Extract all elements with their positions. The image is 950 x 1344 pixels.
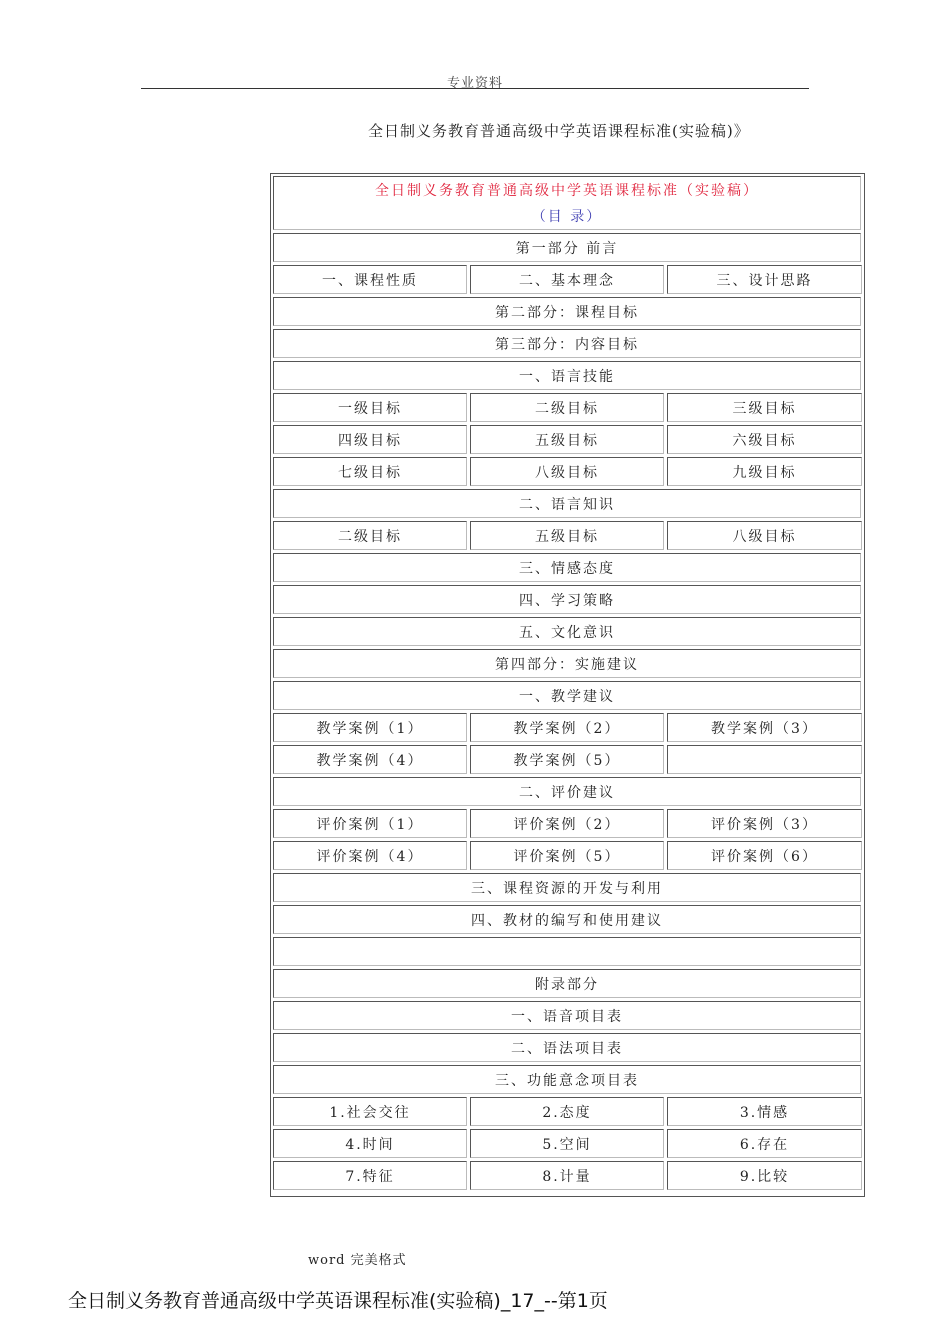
toc-cell: 五级目标 <box>470 521 664 550</box>
toc-cell: 三、课程资源的开发与利用 <box>273 873 861 902</box>
toc-title-cell <box>273 176 861 230</box>
toc-cell: 2.态度 <box>470 1097 664 1126</box>
toc-cell: 4.时间 <box>273 1129 467 1158</box>
toc-cell: 三级目标 <box>667 393 862 422</box>
toc-row <box>273 1161 863 1190</box>
toc-row <box>273 649 863 678</box>
toc-row <box>273 489 863 518</box>
toc-cell: 二级目标 <box>273 521 467 550</box>
toc-row <box>273 681 863 710</box>
toc-row <box>273 361 863 390</box>
toc-row <box>273 457 863 486</box>
toc-cell: 三、设计思路 <box>667 265 862 294</box>
toc-row <box>273 1065 863 1094</box>
page-caption: 全日制义务教育普通高级中学英语课程标准(实验稿)_17_--第1页 <box>68 1290 608 1312</box>
toc-row <box>273 297 863 326</box>
toc-cell: 教学案例（3） <box>667 713 862 742</box>
toc-row <box>273 873 863 902</box>
toc-cell: 九级目标 <box>667 457 862 486</box>
toc-cell: 二、评价建议 <box>273 777 861 806</box>
toc-cell: 一、语言技能 <box>273 361 861 390</box>
toc-cell: 五、文化意识 <box>273 617 861 646</box>
document-title: 全日制义务教育普通高级中学英语课程标准(实验稿)》 <box>368 122 750 140</box>
toc-cell: 评价案例（5） <box>470 841 664 870</box>
toc-cell: 三、功能意念项目表 <box>273 1065 861 1094</box>
toc-cell: 附录部分 <box>273 969 861 998</box>
toc-row <box>273 905 863 934</box>
toc-row <box>273 233 863 262</box>
toc-cell <box>273 937 861 966</box>
toc-cell: 7.特征 <box>273 1161 467 1190</box>
toc-cell: 二、语法项目表 <box>273 1033 861 1062</box>
toc-cell: 四级目标 <box>273 425 467 454</box>
toc-cell: 评价案例（2） <box>470 809 664 838</box>
toc-cell: 教学案例（1） <box>273 713 467 742</box>
toc-cell: 教学案例（5） <box>470 745 664 774</box>
toc-title: 全日制义务教育普通高级中学英语课程标准（实验稿） <box>375 183 759 199</box>
toc-row <box>273 1001 863 1030</box>
toc-row <box>273 1033 863 1062</box>
toc-title-row <box>273 176 863 230</box>
toc-row <box>273 265 863 294</box>
toc-cell: 二、基本理念 <box>470 265 664 294</box>
toc-cell: 七级目标 <box>273 457 467 486</box>
toc-cell: 八级目标 <box>667 521 862 550</box>
toc-row <box>273 841 863 870</box>
toc-cell: 9.比较 <box>667 1161 862 1190</box>
toc-cell <box>667 745 862 774</box>
toc-row <box>273 745 863 774</box>
toc-cell: 二、语言知识 <box>273 489 861 518</box>
toc-cell: 评价案例（1） <box>273 809 467 838</box>
toc-cell: 一级目标 <box>273 393 467 422</box>
toc-cell: 教学案例（4） <box>273 745 467 774</box>
toc-cell: 6.存在 <box>667 1129 862 1158</box>
toc-cell: 第一部分 前言 <box>273 233 861 262</box>
toc-cell: 第四部分：实施建议 <box>273 649 861 678</box>
toc-cell: 5.空间 <box>470 1129 664 1158</box>
toc-cell: 第三部分：内容目标 <box>273 329 861 358</box>
toc-cell: 六级目标 <box>667 425 862 454</box>
toc-row <box>273 713 863 742</box>
toc-cell: 评价案例（4） <box>273 841 467 870</box>
toc-cell: 八级目标 <box>470 457 664 486</box>
toc-cell: 四、教材的编写和使用建议 <box>273 905 861 934</box>
toc-row <box>273 329 863 358</box>
toc-rows <box>273 233 863 1190</box>
toc-cell: 评价案例（6） <box>667 841 862 870</box>
toc-cell: 3.情感 <box>667 1097 862 1126</box>
toc-cell: 五级目标 <box>470 425 664 454</box>
toc-row <box>273 809 863 838</box>
page-footer: word 完美格式 <box>308 1253 407 1268</box>
toc-cell: 一、教学建议 <box>273 681 861 710</box>
toc-row <box>273 425 863 454</box>
toc-cell: 评价案例（3） <box>667 809 862 838</box>
toc-cell: 教学案例（2） <box>470 713 664 742</box>
header-divider <box>141 88 809 89</box>
toc-cell: 第二部分：课程目标 <box>273 297 861 326</box>
toc-cell: 1.社会交往 <box>273 1097 467 1126</box>
toc-subtitle: （目 录） <box>531 209 603 225</box>
toc-row <box>273 937 863 966</box>
toc-cell: 四、学习策略 <box>273 585 861 614</box>
page-header: 专业资料 <box>446 76 503 91</box>
toc-row <box>273 393 863 422</box>
toc-cell: 一、课程性质 <box>273 265 467 294</box>
toc-row <box>273 585 863 614</box>
toc-row <box>273 553 863 582</box>
toc-row <box>273 1129 863 1158</box>
toc-cell: 二级目标 <box>470 393 664 422</box>
toc-cell: 一、语音项目表 <box>273 1001 861 1030</box>
toc-cell: 8.计量 <box>470 1161 664 1190</box>
toc-row <box>273 521 863 550</box>
toc-row <box>273 969 863 998</box>
toc-row <box>273 777 863 806</box>
toc-row <box>273 1097 863 1126</box>
toc-table <box>270 173 865 1197</box>
toc-cell: 三、情感态度 <box>273 553 861 582</box>
toc-row <box>273 617 863 646</box>
